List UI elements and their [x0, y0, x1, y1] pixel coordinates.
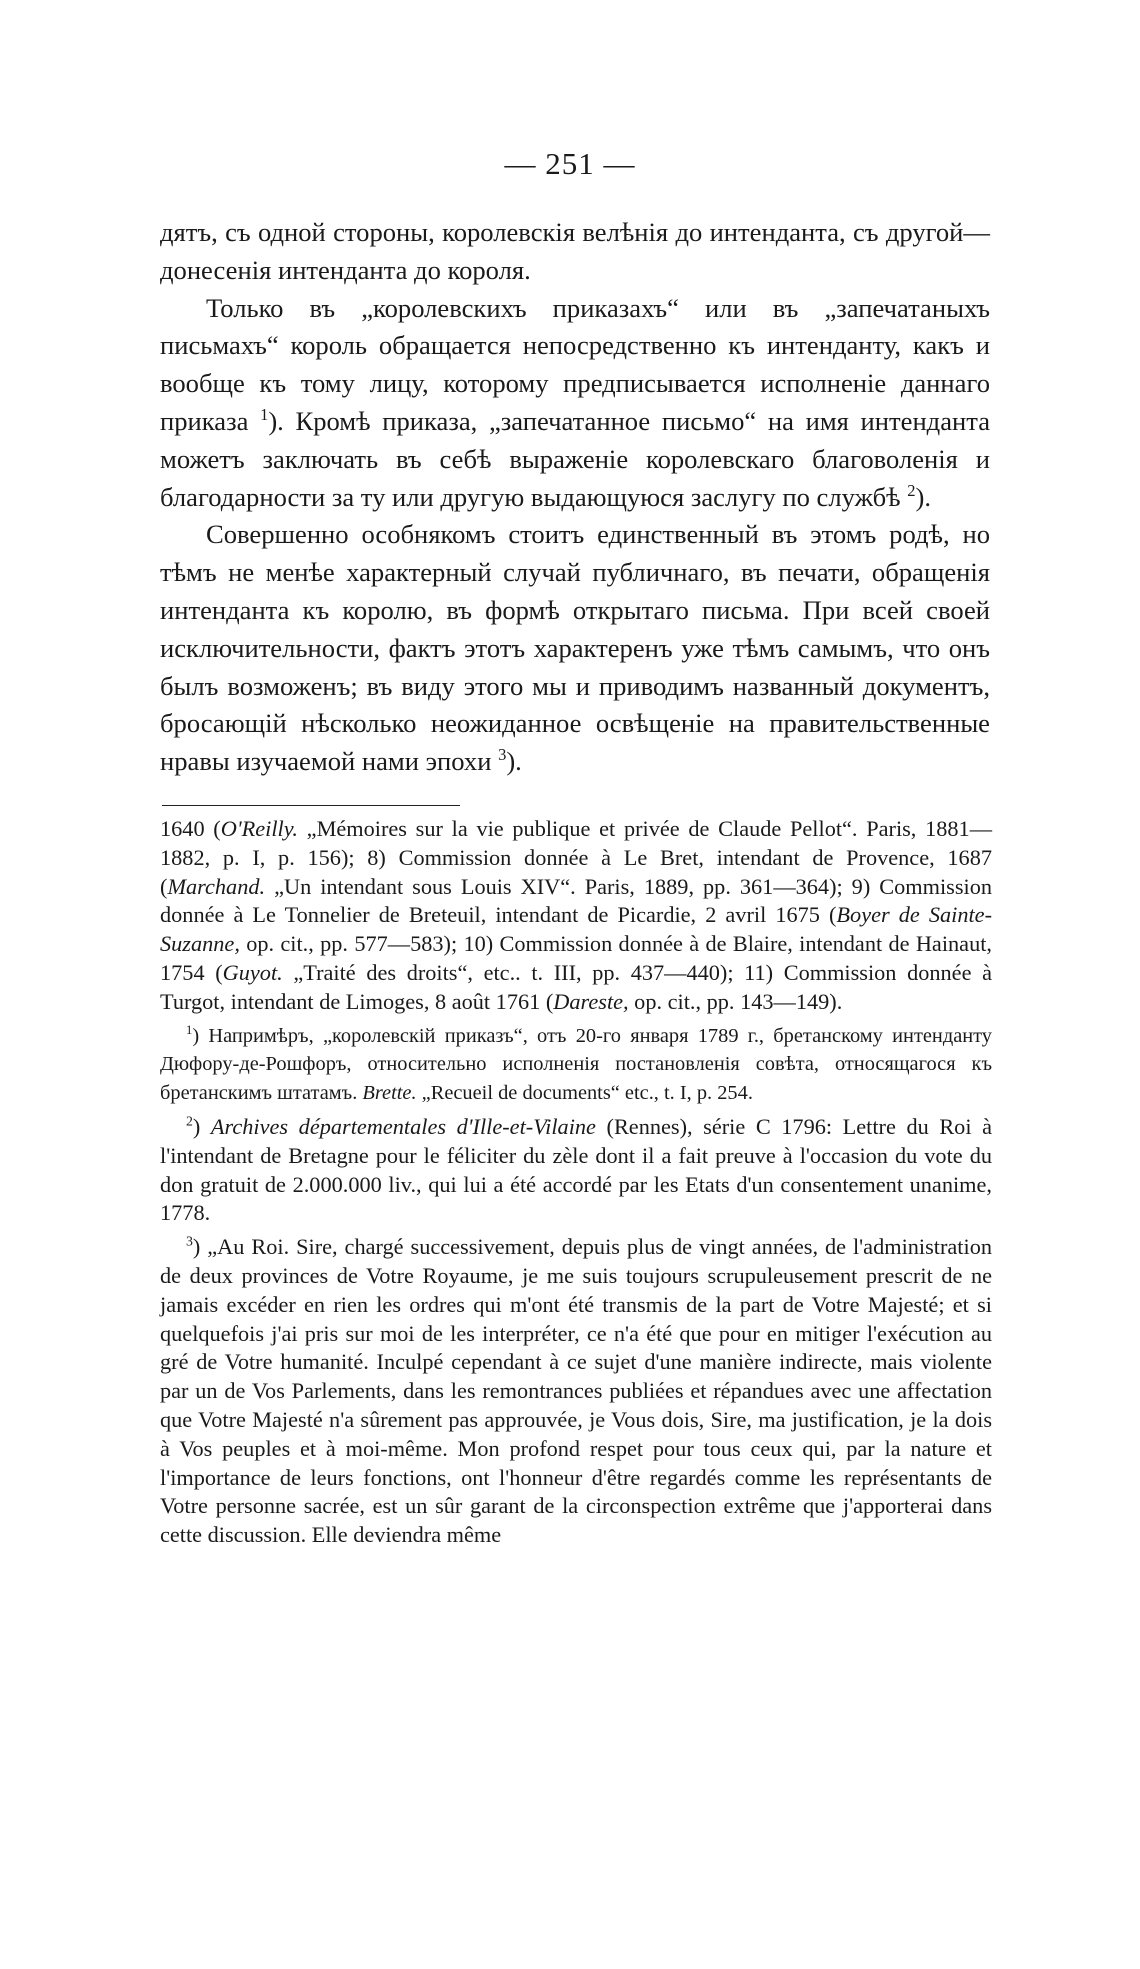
- paragraph-text: ).: [506, 746, 522, 777]
- author-name: Marchand.: [167, 873, 266, 899]
- paragraph-text: Совершенно особнякомъ стоитъ единственный въ этомъ родѣ, но тѣмъ не менѣе характерный случай публичнаго, въ печати, обращенія интенданта къ королю, въ формѣ открытаго письма. При всей своей исключительности, фактъ этотъ характеренъ уже тѣмъ самымъ, что онъ былъ возможенъ; въ виду этого мы и приводимъ названный документъ, бросающій нѣсколько неожиданное освѣщеніе на правительственные нравы изучаемой нами эпохи: [160, 519, 990, 777]
- footnote-text: „Un intendant sous Louis XIV“. Paris, 1889, pp. 361—364); 9) Commission donnée à Le Tonnelier de Breteuil, intendant de Picardie, 2 avril 1675 (: [160, 873, 992, 928]
- footnote-text: „Mémoires sur la vie publique et privée de Claude Pellot“. Paris, 1881—1882, p. I, p. 156); 8) Commission donnée à Le Bret, intendant de Provence, 1687 (: [160, 816, 992, 899]
- footnote-ref-1: 1: [260, 405, 269, 425]
- footnote-text: (Rennes), série C 1796: Lettre du Roi à l'intendant de Bretagne pour le féliciter du zèle dont il a fait preuve à l'occasion du vote du don gratuit de 2.000.000 liv., qui lui a été accordé par les Etats d'un consentement unanime, 1778.: [160, 1113, 993, 1226]
- paragraph-continuation: [160, 214, 990, 290]
- footnote-3: [160, 1233, 992, 1550]
- paragraph-text: ).: [915, 481, 931, 512]
- paragraph-text: дятъ, съ одной стороны, королевскія велѣнія до интенданта, съ другой—донесенія интенданта до короля.: [160, 217, 990, 285]
- footnote-text: ) Напримѣръ, „королевскій приказъ“, отъ 20-го января 1789 г., бретанскому интенданту Дюфору-де-Рошфоръ, относительно исполненія постановленія совѣта, относящагося къ бретанскимъ штатамъ.: [160, 1024, 992, 1105]
- footnote-text: op. cit., pp. 143—149).: [628, 988, 843, 1014]
- footnote-text: „Traité des droits“, etc.. t. III, pp. 437—440); 11) Commission donnée à Turgot, intendant de Limoges, 8 août 1761 (: [160, 959, 992, 1014]
- footnote-text: ): [192, 1113, 211, 1139]
- footnote-text: 1640 (: [160, 816, 221, 841]
- footnote-ref-2: 2: [907, 480, 916, 500]
- author-name: Boyer de Sainte-Suzanne,: [160, 902, 992, 957]
- footnote-divider: [162, 805, 460, 806]
- author-name: Dareste,: [553, 988, 629, 1014]
- footnote-ref-3: 3: [498, 745, 507, 765]
- footnotes: [160, 815, 992, 1555]
- footnote-continuation: [160, 815, 992, 1017]
- footnote-text: ) „Au Roi. Sire, chargé successivement, depuis plus de vingt années, de l'administration de deux provinces de Votre Royaume, je me suis toujours scrupuleusement prescrit de ne jamais excéder en rien les ordres qui m'ont été transmis de la part de Votre Majesté; et si quelquefois j'ai pris sur moi de les interpréter, ce n'a été que pour en mitiger l'exécution au gré de Votre humanité. Inculpé cependant à ce sujet d'une manière indirecte, mais violente par un de Vos Parlements, dans les remontrances publiées et répandues avec une affectation que Votre Majesté n'a sûrement pas approuvée, je Vous dois, Sire, ma justification, je la dois à Vos peuples et à moi-même. Mon profond respet pour tous ceux qui, par la nature et l'importance de leurs fonctions, ont l'honneur d'être regardés comme les représentants de Votre personne sacrée, est un sûr garant de la circonspection extrême que j'apporterai dans cette discussion. Elle deviendra même: [160, 1234, 992, 1548]
- paragraph-text: Только въ „королевскихъ приказахъ“ или въ „запечатаныхъ письмахъ“ король обращается непосредственно къ интенданту, какъ и вообще къ тому лицу, которому предписывается исполненіе даннаго приказа: [160, 292, 990, 436]
- footnote-text: „Recueil de documents“ etc., t. I, p. 254.: [416, 1082, 753, 1105]
- page-number: — 251 —: [504, 146, 636, 181]
- main-text: [160, 214, 990, 781]
- author-name: Guyot.: [222, 959, 283, 985]
- footnote-marker: 3: [186, 1233, 193, 1249]
- archive-name: Archives départementales d'Ille-et-Vilaine: [210, 1113, 596, 1139]
- author-name: O'Reilly.: [220, 816, 298, 841]
- author-name: Brette.: [362, 1082, 417, 1105]
- paragraph-text: ). Кромѣ приказа, „запечатанное письмо“ на имя интенданта можетъ заключать въ себѣ выраженіе королевскаго благоволенія и благодарности за ту или другую выдающуюся заслугу по службѣ: [160, 405, 990, 512]
- footnote-1: [160, 1022, 992, 1108]
- footnote-marker: 1: [186, 1022, 193, 1037]
- paragraph-royal-orders: [160, 290, 990, 517]
- paragraph-open-letter: [160, 516, 990, 781]
- footnote-marker: 2: [186, 1113, 193, 1129]
- footnote-text: op. cit., pp. 577—583); 10) Commission donnée à de Blaire, intendant de Hainaut, 1754 (: [160, 931, 992, 985]
- footnote-2: [160, 1113, 992, 1228]
